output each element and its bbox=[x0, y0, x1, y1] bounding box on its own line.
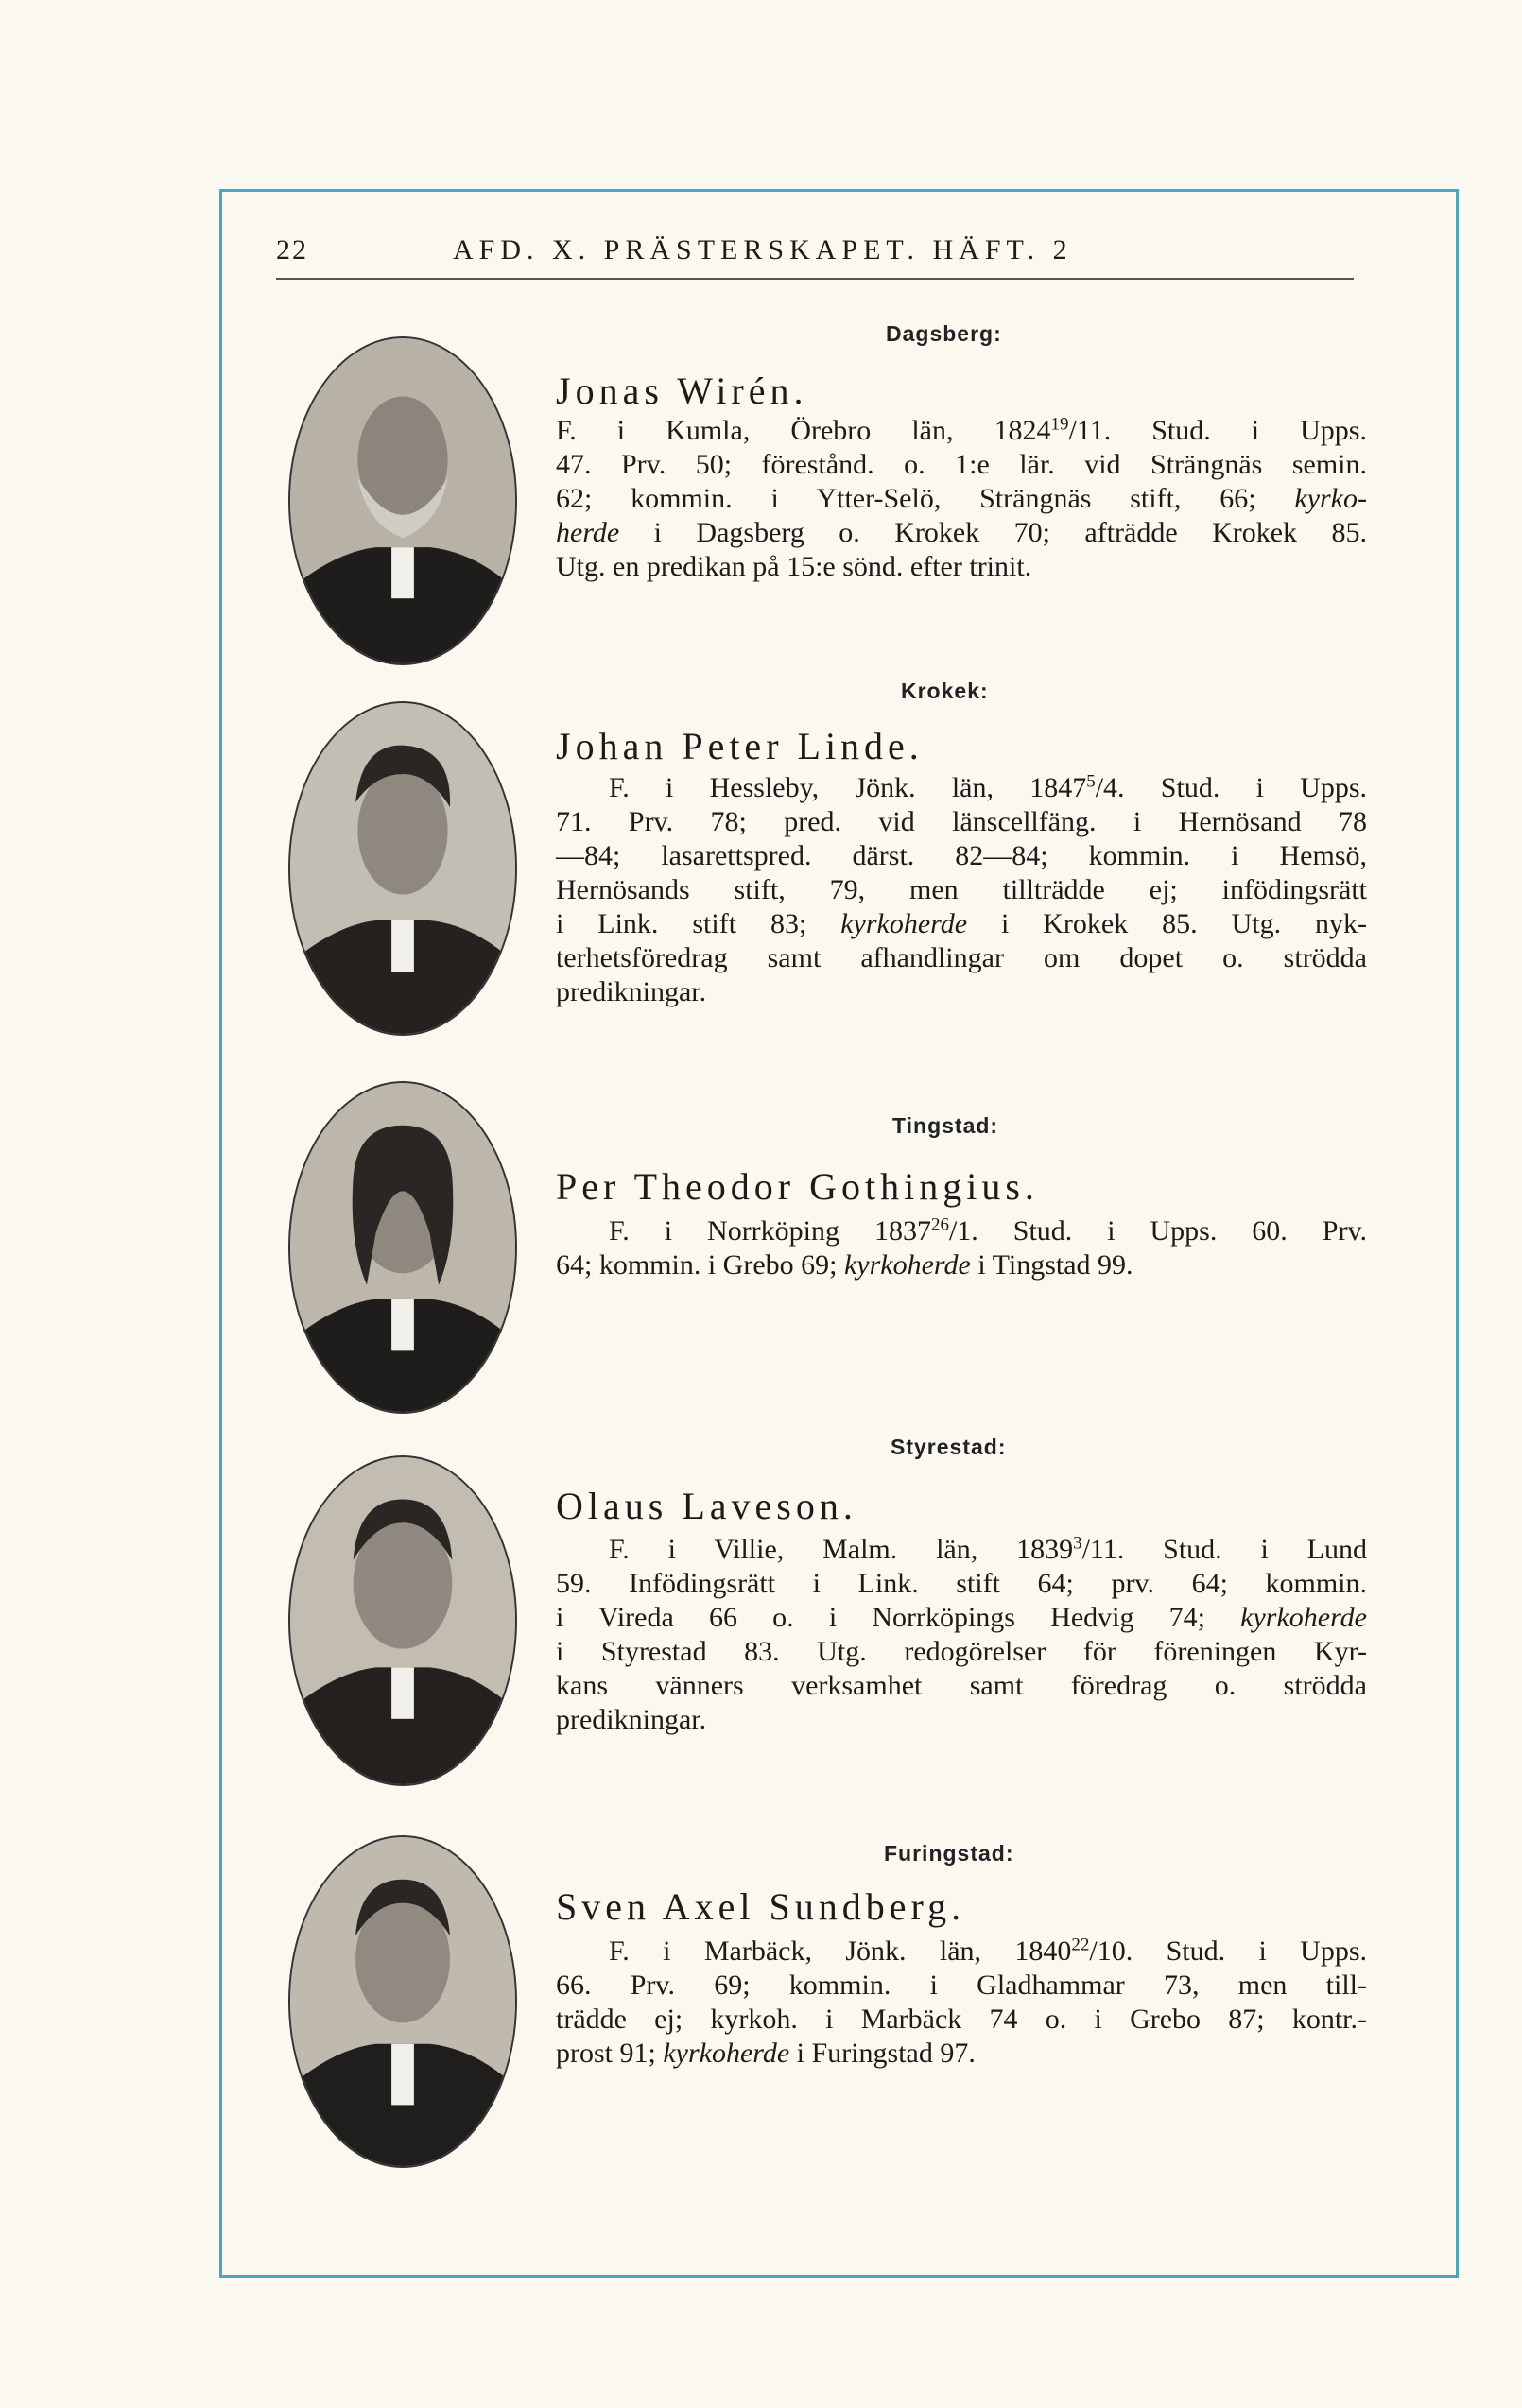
portrait-photo bbox=[288, 701, 517, 1036]
biography bbox=[556, 771, 1367, 1009]
bio-line: i Vireda 66 o. i Norrköpings Hedvig 74; kyrkoherde bbox=[556, 1602, 1367, 1633]
bio-line: terhetsföredrag samt afhandlingar om dopet o. strödda bbox=[556, 942, 1367, 973]
biography bbox=[556, 1533, 1367, 1737]
bio-line: Hernösands stift, 79, men tillträdde ej; infödingsrätt bbox=[556, 874, 1367, 905]
portrait-photo bbox=[288, 1455, 517, 1786]
bio-line: predikningar. bbox=[556, 1704, 707, 1735]
bio-line: F. i Kumla, Örebro län, 1824$^{19}$/11. Stud. i Upps. bbox=[556, 414, 1367, 446]
bio-line: herde i Dagsberg o. Krokek 70; afträdde Krokek 85. bbox=[556, 517, 1367, 548]
biography bbox=[556, 1214, 1367, 1282]
bio-line: F. i Hessleby, Jönk. län, 1847$^5$/4. Stud. i Upps. bbox=[609, 771, 1367, 803]
bio-line: predikningar. bbox=[556, 976, 707, 1007]
person-name: Johan Peter Linde. bbox=[556, 725, 924, 767]
biography bbox=[556, 414, 1367, 584]
bio-line: prost 91; kyrkoherde i Furingstad 97. bbox=[556, 2038, 976, 2069]
bio-line: trädde ej; kyrkoh. i Marbäck 74 o. i Grebo 87; kontr.- bbox=[556, 2004, 1367, 2035]
bio-line: F. i Norrköping 1837$^{26}$/1. Stud. i Upps. 60. Prv. bbox=[609, 1214, 1367, 1247]
parish-heading: Styrestad: bbox=[891, 1435, 1007, 1459]
bio-line: kans vänners verksamhet samt föredrag o. strödda bbox=[556, 1670, 1367, 1701]
bio-line: 62; kommin. i Ytter-Selö, Strängnäs stift, 66; kyrko- bbox=[556, 483, 1367, 514]
bio-line: 59. Infödingsrätt i Link. stift 64; prv. 64; kommin. bbox=[556, 1568, 1367, 1599]
bio-line: F. i Villie, Malm. län, 1839$^3$/11. Stud. i Lund bbox=[609, 1533, 1368, 1565]
person-name: Jonas Wirén. bbox=[556, 370, 808, 412]
portrait-photo bbox=[288, 1081, 517, 1414]
portrait-photo bbox=[288, 336, 517, 665]
person-name: Sven Axel Sundberg. bbox=[556, 1885, 966, 1928]
running-title: AFD. X. PRÄSTERSKAPET. HÄFT. 2 bbox=[453, 234, 1073, 266]
running-header bbox=[276, 234, 1354, 282]
bio-line: 64; kommin. i Grebo 69; kyrkoherde i Tingstad 99. bbox=[556, 1249, 1133, 1281]
bio-line: F. i Marbäck, Jönk. län, 1840$^{22}$/10. Stud. i Upps. bbox=[609, 1935, 1367, 1967]
person-name: Per Theodor Gothingius. bbox=[556, 1165, 1039, 1208]
person-name: Olaus Laveson. bbox=[556, 1485, 857, 1527]
header-rule bbox=[276, 278, 1354, 280]
bio-line: 66. Prv. 69; kommin. i Gladhammar 73, men till- bbox=[556, 1969, 1367, 2001]
parish-heading: Tingstad: bbox=[892, 1113, 999, 1138]
parish-heading: Furingstad: bbox=[884, 1841, 1014, 1866]
bio-line: 47. Prv. 50; förestånd. o. 1:e lär. vid Strängnäs semin. bbox=[556, 449, 1367, 480]
biography bbox=[556, 1935, 1367, 2071]
parish-heading: Krokek: bbox=[901, 679, 989, 703]
bio-line: —84; lasarettspred. därst. 82—84; kommin. i Hemsö, bbox=[556, 840, 1367, 871]
bio-line: i Link. stift 83; kyrkoherde i Krokek 85. Utg. nyk- bbox=[556, 908, 1368, 939]
bio-line: Utg. en predikan på 15:e sönd. efter trinit. bbox=[556, 551, 1032, 582]
portrait-photo bbox=[288, 1835, 517, 2168]
bio-line: i Styrestad 83. Utg. redogörelser för föreningen Kyr- bbox=[556, 1636, 1367, 1667]
bio-line: 71. Prv. 78; pred. vid länscellfäng. i Hernösand 78 bbox=[556, 806, 1367, 837]
parish-heading: Dagsberg: bbox=[886, 321, 1002, 346]
page-number: 22 bbox=[276, 234, 308, 266]
